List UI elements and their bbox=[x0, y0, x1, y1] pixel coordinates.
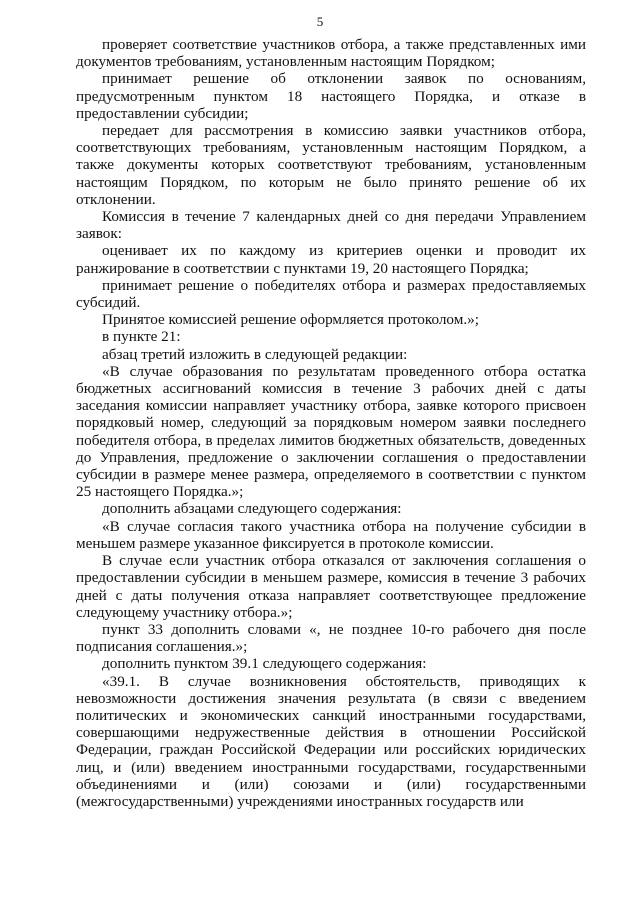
paragraph: принимает решение об отклонении заявок по основаниям, предусмотренным пунктом 18 настоящего Порядка, и отказе в предоставлении субсидии; bbox=[76, 70, 586, 122]
page-number: 5 bbox=[316, 14, 324, 29]
paragraph: оценивает их по каждому из критериев оценки и проводит их ранжирование в соответствии с пунктами 19, 20 настоящего Порядка; bbox=[76, 242, 586, 277]
paragraph: передает для рассмотрения в комиссию заявки участников отбора, соответствующих требованиям, установленным настоящим Порядком, а также документы которых соответствуют требованиям, установленным настоящим Порядком, по которым не было принято решение об их отклонении. bbox=[76, 122, 586, 208]
document-body bbox=[76, 36, 586, 810]
paragraph: «В случае согласия такого участника отбора на получение субсидии в меньшем размере указанное фиксируется в протоколе комиссии. bbox=[76, 517, 586, 552]
paragraph: дополнить абзацами следующего содержания: bbox=[102, 500, 402, 518]
paragraph: абзац третий изложить в следующей редакции: bbox=[102, 345, 408, 363]
paragraph: проверяет соответствие участников отбора, а также представленных ими документов требованиям, установленным настоящим Порядком; bbox=[76, 36, 586, 71]
paragraph: дополнить пунктом 39.1 следующего содержания: bbox=[102, 655, 427, 673]
paragraph: В случае если участник отбора отказался от заключения соглашения о предоставлении субсидии в меньшем размере, комиссия в течение 3 рабочих дней с даты получения отказа направляет соответствующее предложение следующему участнику отбора.»; bbox=[76, 552, 586, 621]
paragraph: Принятое комиссией решение оформляется протоколом.»; bbox=[102, 311, 479, 329]
paragraph: в пункте 21: bbox=[102, 328, 181, 346]
paragraph: «В случае образования по результатам проведенного отбора остатка бюджетных ассигнований комиссия в течение 3 рабочих дней с даты заседания комиссии направляет участнику отбора, заявке которого присвоен порядковый номер, следующий за порядковым номером заявки последнего победителя отбора, в пределах лимитов бюджетных обязательств, доведенных до Управления, предложение о заключении соглашения о предоставлении субсидии в размере менее размера, определяемого в соответствии с пунктом 25 настоящего Порядка.»; bbox=[76, 362, 586, 501]
paragraph: Комиссия в течение 7 календарных дней со дня передачи Управлением заявок: bbox=[76, 208, 586, 243]
paragraph: принимает решение о победителях отбора и размерах предоставляемых субсидий. bbox=[76, 276, 586, 312]
paragraph: «39.1. В случае возникновения обстоятельств, приводящих к невозможности достижения значения результата (в связи с введением политических и экономических санкций иностранными государствами, совершающими недружественные действия в отношении Российской Федерации, граждан Российской Федерации или российских юридических лиц, и (или) введением иностранными государствами, государственными объединениями и (или) союзами и (или) государственными (межгосударственными) учреждениями иностранных государств или bbox=[76, 672, 586, 810]
paragraph: пункт 33 дополнить словами «, не позднее 10-го рабочего дня после подписания соглашения.»; bbox=[76, 620, 586, 656]
